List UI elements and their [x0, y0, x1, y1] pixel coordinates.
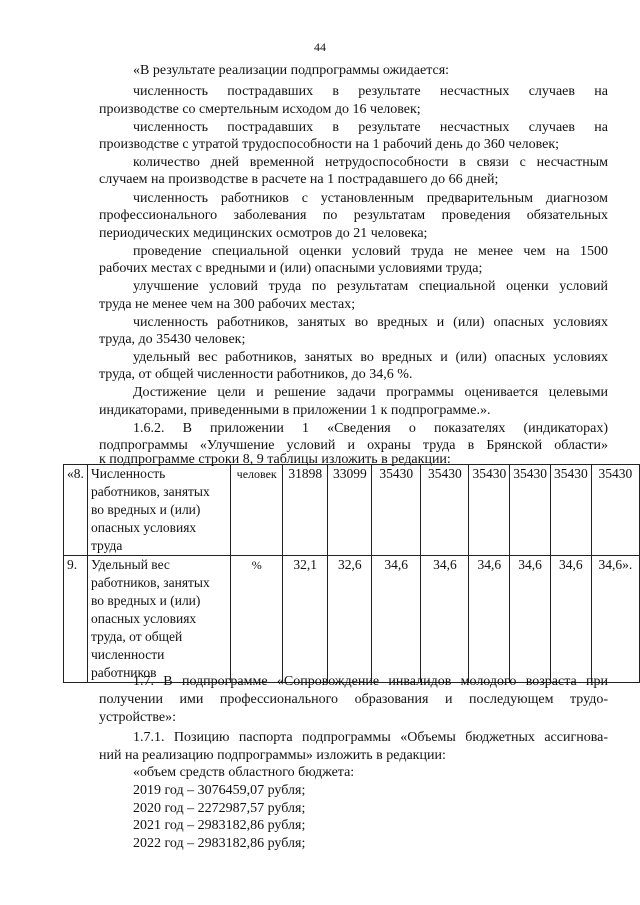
value-cell: 34,6 — [421, 556, 469, 683]
row-number: «8. — [64, 465, 88, 556]
name-line: Удельный вес — [90, 557, 170, 572]
unit-cell: человек — [231, 465, 283, 556]
text-line: рабочих местах с вредными и (или) опасными условиями труда; — [99, 261, 483, 276]
text-line: индикаторами, приведенными в приложении 1 к подпрограмме.». — [99, 403, 491, 418]
text-line: 1.6.2. В приложении 1 «Сведения о показателях (индикаторах) — [133, 421, 608, 436]
text-line: численность пострадавших в результате несчастных случаев на — [133, 84, 608, 99]
name-line: во вредных и (или) — [90, 502, 201, 517]
text-line: устройстве»: — [99, 710, 176, 725]
name-line: работников, занятых — [90, 484, 210, 499]
text-line: количество дней временной нетрудоспособности в связи с несчастным — [133, 155, 608, 170]
text-line: ний на реализацию подпрограммы» изложить в редакции: — [99, 748, 446, 763]
unit-cell: % — [231, 556, 283, 683]
value-cell: 32,6 — [328, 556, 372, 683]
text-line: профессионального заболевания по результатам проведения обязательных — [99, 208, 608, 223]
text-line: 1.7.1. Позицию паспорта подпрограммы «Объемы бюджетных ассигнова- — [133, 730, 608, 745]
text-line: 2022 год – 2983182,86 рубля; — [133, 836, 306, 851]
text-line: производстве с утратой трудоспособности на 1 рабочий день до 360 человек; — [99, 137, 560, 152]
value-cell: 34,6». — [591, 556, 639, 683]
indicator-name — [87, 465, 230, 556]
text-line: удельный вес работников, занятых во вредных и (или) опасных условиях — [133, 350, 608, 365]
value-cell: 35430 — [550, 465, 591, 556]
table-row — [64, 556, 640, 683]
value-cell: 35430 — [372, 465, 421, 556]
indicator-name — [87, 556, 230, 683]
value-cell: 35430 — [421, 465, 469, 556]
text-line: 1.7. В подпрограмме «Сопровождение инвалидов молодого возраста при — [133, 674, 608, 689]
text-line: периодических медицинских осмотров до 21 человека; — [99, 226, 428, 241]
text-line: «В результате реализации подпрограммы ожидается: — [133, 63, 450, 78]
text-line: численность пострадавших в результате несчастных случаев на — [133, 120, 608, 135]
value-cell: 34,6 — [550, 556, 591, 683]
text-line: подпрограммы «Улучшение условий и охраны труда в Брянской области» — [99, 438, 608, 453]
text-line: численность работников с установленным предварительным диагнозом — [133, 191, 608, 206]
indicator-table — [63, 464, 640, 683]
value-cell: 34,6 — [469, 556, 510, 683]
value-cell: 34,6 — [372, 556, 421, 683]
row-number: 9. — [64, 556, 88, 683]
table-row — [64, 465, 640, 556]
text-line: труда не менее чем на 300 рабочих местах; — [99, 297, 356, 312]
text-line: получении ими профессионального образования и последующем трудо- — [99, 692, 608, 707]
text-line: улучшение условий труда по результатам специальной оценки условий — [133, 279, 608, 294]
page-number: 44 — [314, 40, 326, 54]
value-cell: 35430 — [510, 465, 551, 556]
value-cell: 34,6 — [510, 556, 551, 683]
name-line: труда — [90, 538, 123, 553]
text-line: 2021 год – 2983182,86 рубля; — [133, 818, 306, 833]
name-line: численности — [90, 647, 165, 662]
text-line: «объем средств областного бюджета: — [133, 765, 355, 780]
name-line: Численность — [90, 466, 166, 481]
value-cell: 32,1 — [282, 556, 328, 683]
name-line: во вредных и (или) — [90, 593, 201, 608]
text-line: 2020 год – 2272987,57 рубля; — [133, 801, 306, 816]
text-line: труда, до 35430 человек; — [99, 332, 246, 347]
text-line: Достижение цели и решение задачи программы оценивается целевыми — [133, 385, 608, 400]
name-line: работников — [90, 665, 157, 680]
name-line: работников, занятых — [90, 575, 210, 590]
text-line: проведение специальной оценки условий труда не менее чем на 1500 — [133, 244, 608, 259]
value-cell: 35430 — [469, 465, 510, 556]
text-line: к подпрограмме строки 8, 9 таблицы изложить в редакции: — [99, 452, 451, 467]
text-line: 2019 год – 3076459,07 рубля; — [133, 783, 306, 798]
text-line: численность работников, занятых во вредных и (или) опасных условиях — [133, 315, 608, 330]
value-cell: 35430 — [591, 465, 639, 556]
value-cell: 33099 — [328, 465, 372, 556]
text-line: производстве со смертельным исходом до 16 человек; — [99, 102, 421, 117]
text-line: случаем на производстве в расчете на 1 пострадавшего до 66 дней; — [99, 172, 499, 187]
value-cell: 31898 — [282, 465, 328, 556]
name-line: опасных условиях — [90, 520, 197, 535]
name-line: труда, от общей — [90, 629, 183, 644]
name-line: опасных условиях — [90, 611, 197, 626]
text-line: труда, от общей численности работников, до 34,6 %. — [99, 367, 413, 382]
